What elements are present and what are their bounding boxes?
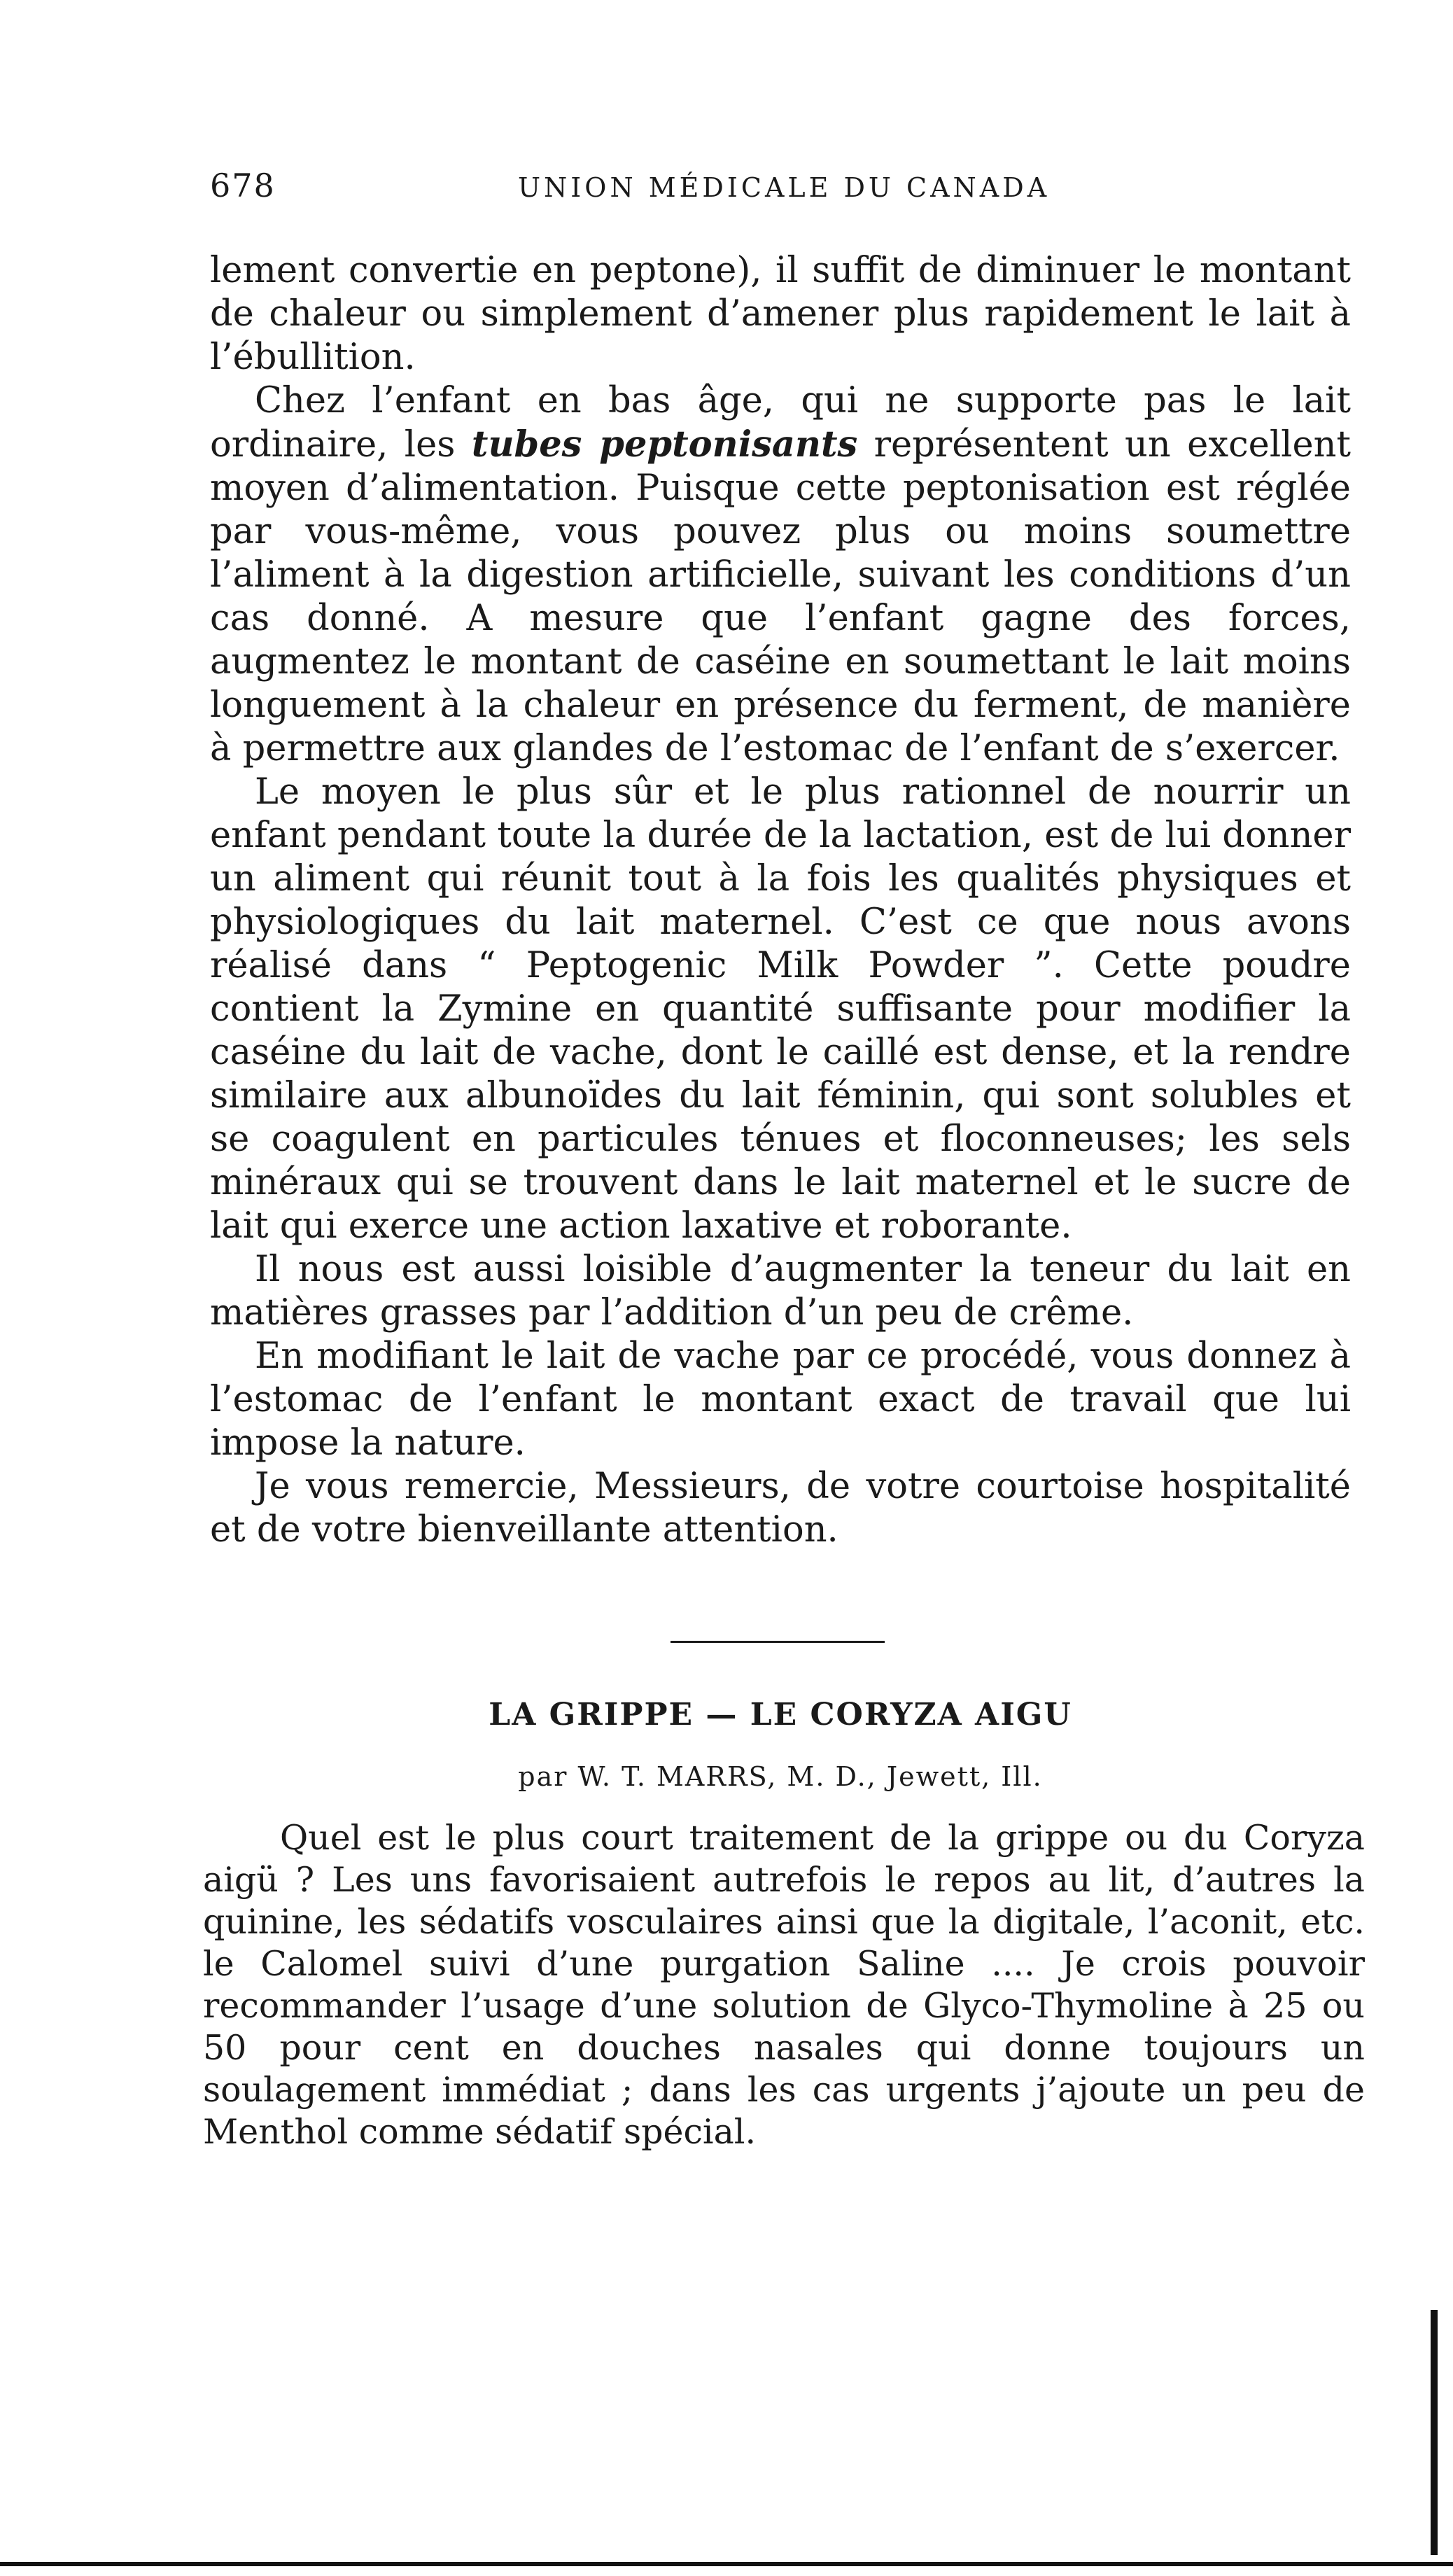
paragraph-continuation: lement convertie en peptone), il suffit de diminuer le montant de chaleur ou simplement d’amener plus rapidement le lait à l’ébullition. [210, 250, 1351, 378]
scan-bottom-rule [0, 2562, 1453, 2566]
paragraph-thanks: Je vous remercie, Messieurs, de votre courtoise hospitalité et de votre bienveillante attention. [210, 1466, 1351, 1550]
paragraph-peptonisation [210, 379, 1351, 771]
article-body [210, 249, 1351, 1552]
grippe-article-body [203, 1817, 1365, 2153]
author-byline: par W. T. MARRS, M. D., Jewett, Ill. [518, 1761, 1043, 1792]
journal-title: UNION MÉDICALE DU CANADA [518, 172, 1051, 203]
italic-phrase: tubes peptonisants [471, 424, 858, 465]
running-head [210, 167, 1351, 216]
paragraph-peptonisation-text [210, 380, 1351, 769]
page-number: 678 [210, 167, 276, 204]
paragraph-grippe-treatment: Quel est le plus court traitement de la grippe ou du Coryza aigü ? Les uns favorisaient autrefois le repos au lit, d’autres la quinine, les sédatifs vosculaires ainsi que la digitale, l’aconit, etc. le Calomel suivi d’une purgation Saline .... Je crois pouvoir recommander l’usage d’une solution de Glyco-Thymoline à 25 ou 50 pour cent en douches nasales qui donne toujours un soulagement immédiat ; dans les cas urgents j’ajoute un peu de Menthol comme sédatif spécial. [203, 1818, 1365, 2152]
paragraph-peptogenic-powder: Le moyen le plus sûr et le plus rationnel de nourrir un enfant pendant toute la durée de la lactation, est de lui donner un aliment qui réunit tout à la fois les qualités physiques et physiologiques du lait maternel. C’est ce que nous avons réalisé dans “ Peptogenic Milk Powder ”. Cette poudre contient la Zymine en quantité suffisante pour modifier la caséine du lait de vache, dont le caillé est dense, et la rendre similaire aux albunoïdes du lait féminin, qui sont solubles et se coagulent en particules ténues et floconneuses; les sels minéraux qui se trouvent dans le lait maternel et le sucre de lait qui exerce une action laxative et roborante. [210, 771, 1351, 1247]
paragraph-cow-milk: En modifiant le lait de vache par ce procédé, vous donnez à l’estomac de l’enfant le montant exact de travail que lui impose la nature. [210, 1336, 1351, 1464]
section-separator-rule [671, 1641, 885, 1643]
paragraph-text-after: représentent un excellent moyen d’alimentation. Puisque cette peptonisation est réglée par vous-même, vous pouvez plus ou moins soumettre l’aliment à la digestion artificielle, suivant les conditions d’un cas donné. A mesure que l’enfant gagne des forces, augmentez le montant de caséine en soumettant le lait moins longuement à la chaleur en présence du ferment, de manière à permettre aux glandes de l’estomac de l’enfant de s’exercer. [210, 424, 1351, 769]
section-title: LA GRIPPE — LE CORYZA AIGU [489, 1697, 1072, 1732]
scan-edge-shadow [1431, 2310, 1438, 2555]
paragraph-text-before: Chez l’enfant en bas âge, qui ne supporte pas le lait ordinaire, les [210, 380, 1351, 465]
paragraph-fat-content: Il nous est aussi loisible d’augmenter la teneur du lait en matières grasses par l’addition d’un peu de crême. [210, 1249, 1351, 1334]
